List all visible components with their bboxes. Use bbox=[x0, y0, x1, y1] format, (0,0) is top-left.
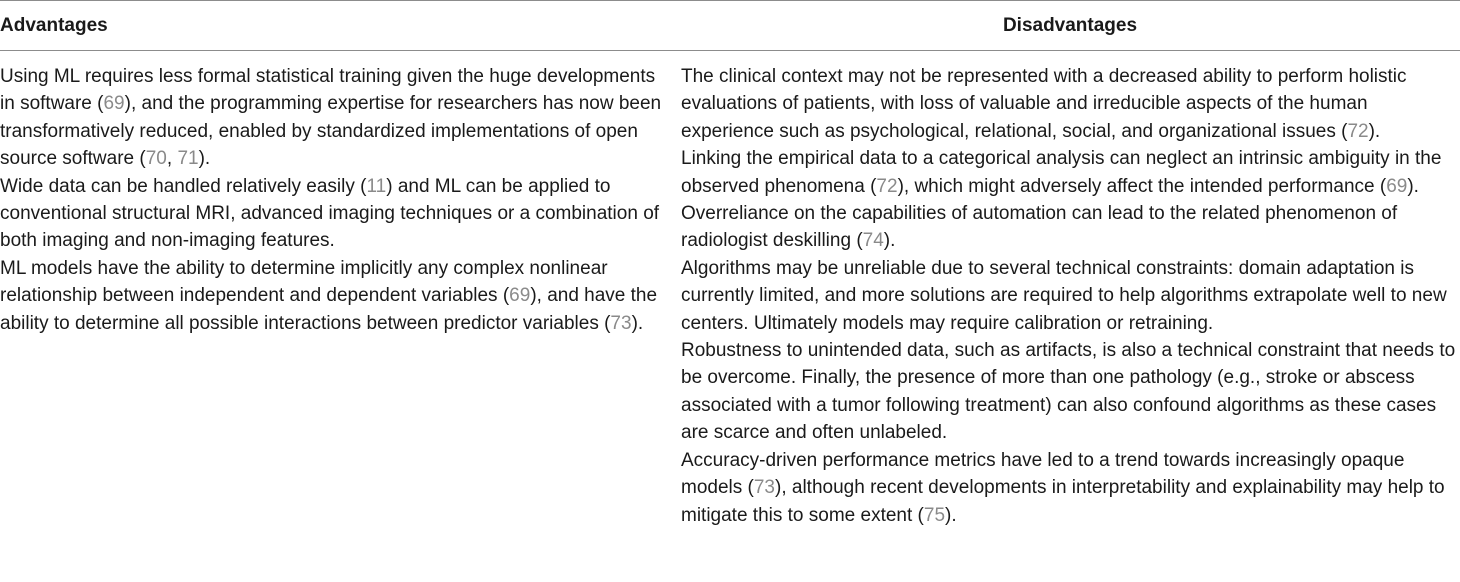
citation-link[interactable]: 72 bbox=[876, 175, 898, 197]
citation-link[interactable]: 11 bbox=[366, 175, 387, 197]
header-rule bbox=[0, 50, 1460, 51]
item-text: Accuracy-driven performance metrics have led to a trend towards increasingly opaque models ( bbox=[681, 449, 1405, 499]
citation-link[interactable]: 72 bbox=[1347, 120, 1369, 142]
item-text: ), although recent developments in interpretability and explainability may help to mitigate this to some extent ( bbox=[681, 477, 1445, 526]
item-text: ) and ML can be applied to conventional structural MRI, advanced imaging techniques or a combination of both imaging and non-imaging features. bbox=[0, 175, 660, 252]
citation-link[interactable]: 73 bbox=[753, 477, 775, 499]
item-text: ), and have the ability to determine all possible interactions between predictor variables ( bbox=[0, 285, 658, 334]
item-text: ). bbox=[631, 312, 644, 334]
item-text: Overreliance on the capabilities of automation can lead to the related phenomenon of radiologist deskilling ( bbox=[681, 203, 1398, 252]
advantages-column bbox=[0, 63, 668, 337]
disadvantage-item bbox=[681, 145, 1460, 200]
item-text: ). bbox=[945, 504, 957, 526]
item-text: ). bbox=[198, 148, 211, 170]
header-advantages: Advantages bbox=[0, 15, 108, 36]
disadvantages-column bbox=[681, 63, 1460, 529]
item-text: ), and the programming expertise for researchers has now been transformatively reduced, enabled by standardized implementations of open source software ( bbox=[0, 93, 662, 170]
item-text: The clinical context may not be represented with a decreased ability to perform holistic evaluations of patients, with loss of valuable and irreducible aspects of the human experience such as psychological, relational, social, and organizational issues ( bbox=[681, 66, 1407, 142]
header-disadvantages: Disadvantages bbox=[1002, 15, 1138, 36]
item-text: Linking the empirical data to a categorical analysis can neglect an intrinsic ambiguity in the observed phenomena ( bbox=[681, 148, 1442, 197]
table-header bbox=[0, 0, 1460, 50]
disadvantage-item bbox=[681, 337, 1460, 447]
advantage-item bbox=[0, 255, 668, 337]
citation-link[interactable]: 73 bbox=[610, 312, 632, 334]
advantage-item bbox=[0, 173, 668, 255]
disadvantage-item bbox=[681, 63, 1460, 145]
disadvantage-item bbox=[681, 255, 1460, 337]
item-text: ML models have the ability to determine implicitly any complex nonlinear relationship between independent and dependent variables ( bbox=[0, 257, 608, 307]
advantage-item bbox=[0, 63, 668, 173]
disadvantage-item bbox=[681, 447, 1460, 529]
disadvantage-item bbox=[681, 200, 1460, 255]
citation-link[interactable]: 74 bbox=[862, 230, 884, 252]
citation-link[interactable]: 71 bbox=[177, 148, 199, 170]
citation-link[interactable]: 70 bbox=[145, 148, 167, 170]
item-text: ), which might adversely affect the intended performance ( bbox=[897, 175, 1387, 197]
citation-link[interactable]: 69 bbox=[509, 285, 531, 307]
item-text: ). bbox=[883, 230, 896, 252]
item-text: , bbox=[166, 148, 178, 170]
item-text: Algorithms may be unreliable due to several technical constraints: domain adaptation is currently limited, and more solutions are required to help algorithms extrapolate well to new centers. Ultimately models may require calibration or retraining. bbox=[681, 257, 1447, 334]
citation-link[interactable]: 75 bbox=[923, 504, 946, 526]
citation-link[interactable]: 69 bbox=[1386, 175, 1408, 197]
item-text: Wide data can be handled relatively easily ( bbox=[0, 175, 367, 197]
item-text: ). bbox=[1368, 120, 1381, 142]
item-text: Robustness to unintended data, such as artifacts, is also a technical constraint that needs to be overcome. Finally, the presence of more than one pathology (e.g., stroke or abscess associated with a tumor following treatment) can also confound algorithms as these cases are scarce and often unlabeled. bbox=[681, 340, 1456, 444]
citation-link[interactable]: 69 bbox=[103, 93, 125, 115]
item-text: Using ML requires less formal statistical training given the huge developments in software ( bbox=[0, 66, 656, 115]
item-text: ). bbox=[1407, 175, 1419, 197]
